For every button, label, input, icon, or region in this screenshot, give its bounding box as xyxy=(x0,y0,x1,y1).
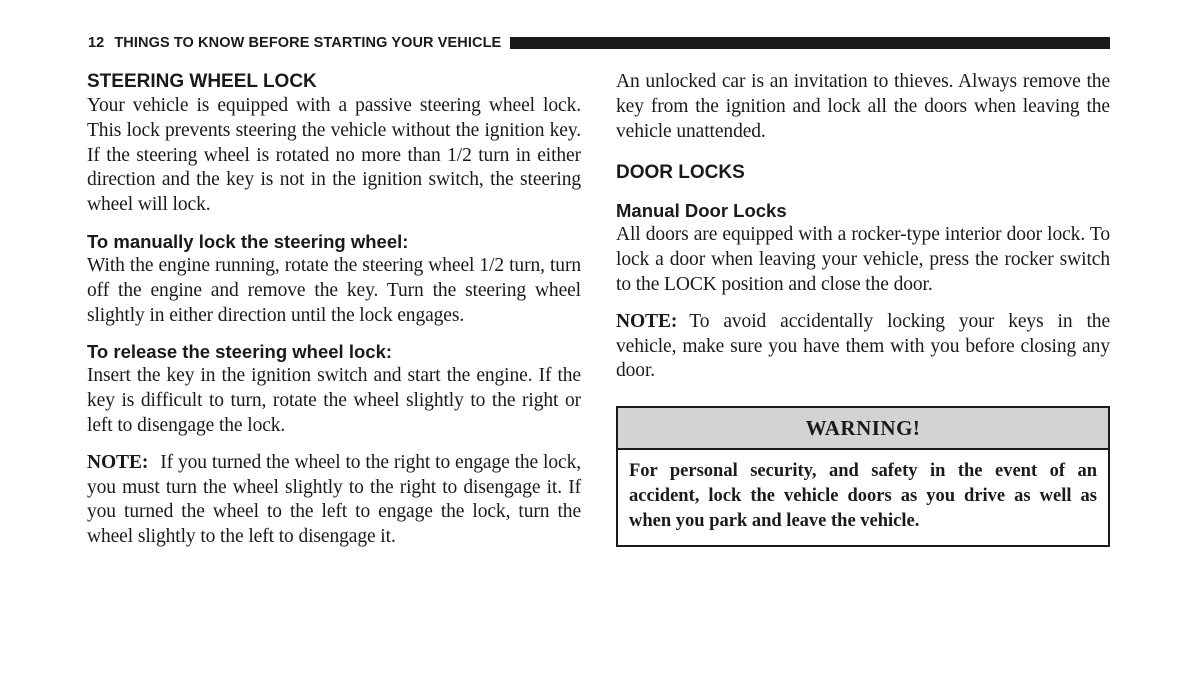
left-column xyxy=(87,70,581,550)
theft-intro: An unlocked car is an invitation to thieves. Always remove the key from the ignition and lock all the doors when leaving the vehicle unattended. xyxy=(616,71,1110,142)
manual-lock-body: With the engine running, rotate the steering wheel 1/2 turn, turn off the engine and remove the key. Turn the steering wheel slightly in either direction until the lock engages. xyxy=(87,254,581,326)
release-lock-heading: To release the steering wheel lock: xyxy=(87,341,393,363)
manual-door-locks-heading: Manual Door Locks xyxy=(616,200,787,222)
running-title: THINGS TO KNOW BEFORE STARTING YOUR VEHICLE xyxy=(114,35,502,51)
left-note xyxy=(87,451,581,550)
manual-door-locks-body: All doors are equipped with a rocker-type interior door lock. To lock a door when leaving your vehicle, press the rocker switch to the LOCK position and close the door. xyxy=(616,224,1110,295)
door-locks-heading: DOOR LOCKS xyxy=(616,162,745,184)
warning-title: WARNING! xyxy=(618,408,1108,450)
warning-box xyxy=(616,406,1110,546)
right-column xyxy=(616,70,1110,547)
note-label: NOTE: xyxy=(87,451,149,473)
note-text: To avoid accidentally locking your keys in the vehicle, make sure you have them with you before closing any door. xyxy=(616,310,1110,382)
note-label: NOTE: xyxy=(616,310,678,332)
right-note xyxy=(616,310,1110,384)
running-header xyxy=(88,34,1110,52)
steering-lock-body: Your vehicle is equipped with a passive steering wheel lock. This lock prevents steering the vehicle without the ignition key. If the steering wheel is rotated no more than 1/2 turn in either direction and the key is not in the ignition switch, the steering wheel will lock. xyxy=(87,95,581,216)
manual-lock-heading: To manually lock the steering wheel: xyxy=(87,230,409,252)
note-text: If you turned the wheel to the right to engage the lock, you must turn the wheel slightly to the right to disengage it. If you turned the wheel to the left to engage the lock, turn the wheel slightly to the left to disengage it. xyxy=(87,451,581,548)
page-number: 12 xyxy=(88,35,105,51)
steering-lock-heading: STEERING WHEEL LOCK xyxy=(87,71,317,92)
warning-body: For personal security, and safety in the event of an accident, lock the vehicle doors as you drive as well as when you park and leave the vehicle. xyxy=(629,461,1097,531)
release-lock-body: Insert the key in the ignition switch and start the engine. If the key is difficult to turn, rotate the wheel slightly to the right or left to disengage the lock. xyxy=(87,365,581,436)
header-rule xyxy=(510,37,1110,49)
